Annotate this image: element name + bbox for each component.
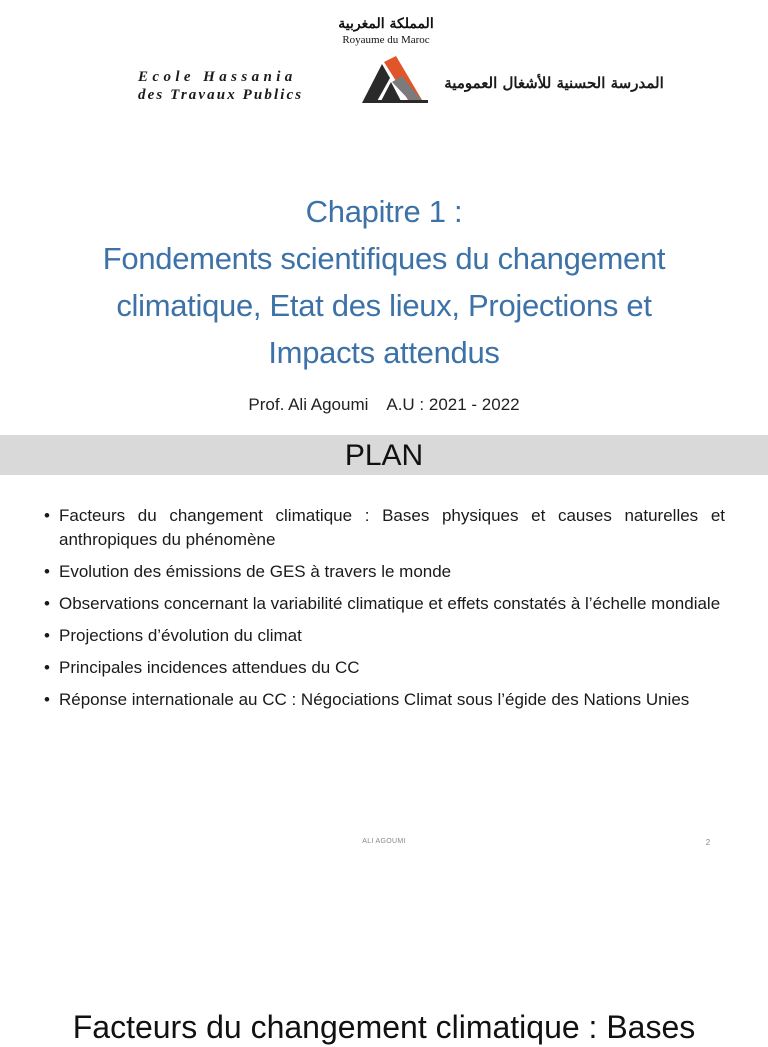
plan-item-text: Evolution des émissions de GES à travers le monde bbox=[59, 562, 452, 581]
school-name-french-line1: Ecole Hassania bbox=[138, 69, 297, 85]
kingdom-arabic-text: المملكة المغربية bbox=[338, 16, 434, 32]
chapter-title-line3: climatique, Etat des lieux, Projections et bbox=[116, 288, 652, 323]
next-slide-title: Facteurs du changement climatique : Bases bbox=[72, 1009, 696, 1045]
kingdom-header bbox=[330, 14, 442, 46]
bullet-icon: • bbox=[44, 562, 50, 581]
chapter-title-line1: Chapitre 1 : bbox=[305, 194, 463, 229]
plan-item bbox=[44, 592, 725, 616]
plan-item bbox=[44, 656, 725, 680]
school-logo-icon bbox=[358, 56, 432, 106]
plan-item bbox=[44, 624, 725, 648]
bullet-icon: • bbox=[44, 690, 50, 709]
school-name-french-line2: des Travaux Publics bbox=[138, 87, 304, 103]
footer-author: ALI AGOUMI bbox=[362, 838, 406, 845]
chapter-title-line2: Fondements scientifiques du changement bbox=[102, 241, 666, 276]
plan-item bbox=[44, 560, 725, 584]
chapter-title-line4: Impacts attendus bbox=[268, 335, 500, 370]
plan-item-text: Observations concernant la variabilité climatique et effets constatés à l’échelle mondiale bbox=[59, 594, 721, 613]
kingdom-french-text: Royaume du Maroc bbox=[342, 34, 430, 46]
plan-item-text: Principales incidences attendues du CC bbox=[59, 658, 360, 677]
next-slide bbox=[0, 864, 768, 1045]
chapter-title bbox=[40, 188, 728, 376]
plan-item-text: Projections d’évolution du climat bbox=[59, 626, 302, 645]
title-slide bbox=[0, 0, 768, 432]
page-number: 2 bbox=[705, 838, 711, 847]
bullet-icon: • bbox=[44, 506, 50, 525]
bullet-icon: • bbox=[44, 626, 50, 645]
plan-list bbox=[44, 504, 725, 720]
plan-item-text: Réponse internationale au CC : Négociations Climat sous l’égide des Nations Unies bbox=[59, 690, 690, 709]
bullet-icon: • bbox=[44, 594, 50, 613]
plan-item bbox=[44, 504, 725, 552]
school-name-arabic: المدرسة الحسنية للأشغال العمومية bbox=[444, 74, 664, 92]
author-and-year: Prof. Ali Agoumi A.U : 2021 - 2022 bbox=[248, 395, 520, 414]
plan-slide bbox=[0, 432, 768, 864]
school-name-french bbox=[138, 68, 353, 104]
plan-item-text: Facteurs du changement climatique : Bases physiques et causes naturelles et anthropiques du phénomène bbox=[59, 506, 725, 549]
bullet-icon: • bbox=[44, 658, 50, 677]
plan-item bbox=[44, 688, 725, 712]
plan-heading: PLAN bbox=[344, 439, 424, 472]
